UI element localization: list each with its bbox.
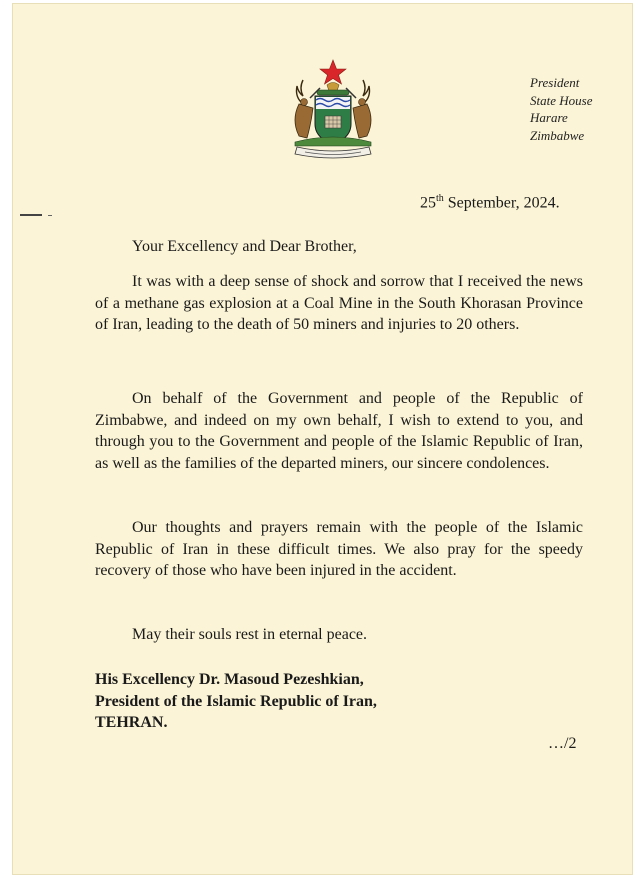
- recipient-line: TEHRAN.: [95, 714, 168, 731]
- body-paragraph: Our thoughts and prayers remain with the people of the Islamic Republic of Iran in these difficult times. We also pray for the speedy recovery of those who have been injured in the accident.: [95, 519, 583, 579]
- body-paragraph: It was with a deep sense of shock and sorrow that I received the news of a methane gas explosion at a Coal Mine in the South Khorasan Province of Iran, leading to the death of 50 miners and injuries to 20 others.: [95, 273, 583, 333]
- date-day: 25: [420, 194, 436, 212]
- address-line: President: [530, 75, 580, 90]
- address-line: Harare: [530, 110, 568, 125]
- recipient-line: President of the Islamic Republic of Iran,: [95, 692, 377, 710]
- address-line: State House: [530, 92, 593, 108]
- scan-mark: [20, 214, 42, 216]
- recipient-line: His Excellency Dr. Masoud Pezeshkian,: [95, 671, 364, 688]
- date-month-year: September, 2024.: [443, 194, 560, 212]
- address-line: Zimbabwe: [530, 127, 585, 143]
- page-continuation: …/2: [548, 735, 577, 752]
- recipient-block: [95, 669, 377, 734]
- letter-date: [420, 193, 560, 212]
- body-paragraph: On behalf of the Government and people of the Republic of Zimbabwe, and indeed on my own behalf, I wish to extend to you, and through you to the Government and people of the Islamic Republic of Iran, as well as the families of the departed miners, our sincere condolences.: [95, 390, 583, 472]
- scan-mark: [48, 215, 52, 216]
- coat-of-arms-icon: [277, 58, 389, 160]
- letterhead-address: [530, 74, 592, 144]
- closing-line: May their souls rest in eternal peace.: [132, 626, 368, 643]
- date-suffix: th: [436, 193, 444, 204]
- letter-page: [12, 3, 633, 875]
- salutation: Your Excellency and Dear Brother,: [132, 238, 357, 255]
